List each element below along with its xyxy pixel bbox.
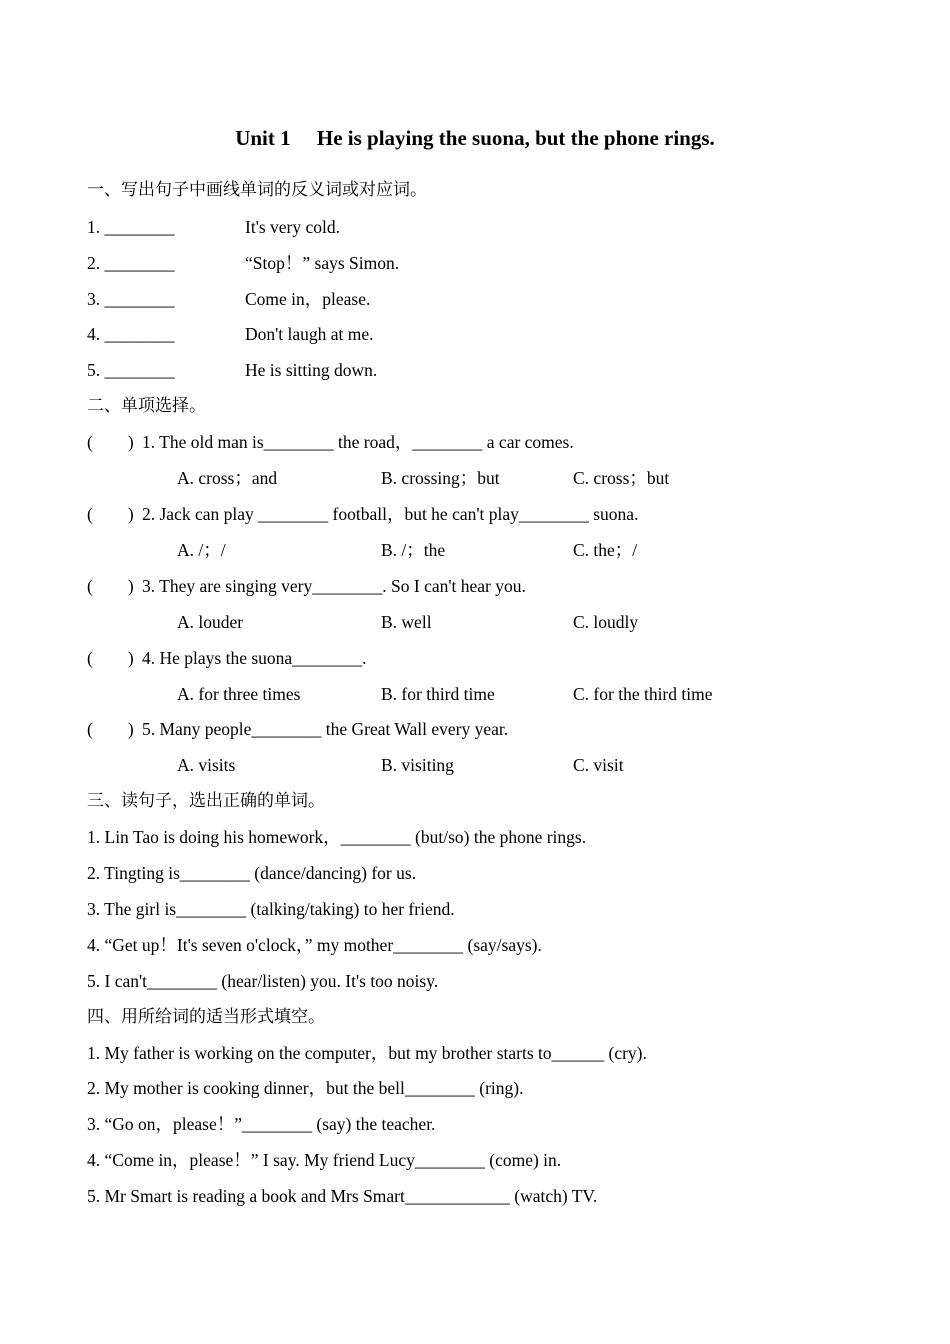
sentence-item: 1. My father is working on the computer，but my brother starts to______ (cry). [87, 1043, 647, 1063]
section1-item [87, 323, 374, 345]
sentence-item: 4. “Get up！It's seven o'clock，” my mother________ (say/says). [87, 935, 542, 955]
option-a: A. cross；and [177, 468, 278, 488]
section-heading-1: 一、写出句子中画线单词的反义词或对应词。 [87, 180, 427, 200]
option-a: A. louder [177, 612, 244, 632]
section-heading-3: 三、读句子，选出正确的单词。 [87, 791, 325, 811]
section-heading-4: 四、用所给词的适当形式填空。 [87, 1007, 325, 1027]
option-b: B. crossing；but [381, 468, 500, 488]
answer-bracket: ( ) [87, 719, 134, 739]
item-number-blank: 4. ________ [87, 324, 175, 344]
option-b: B. /；the [381, 540, 446, 560]
section1-item [87, 216, 340, 238]
option-c: C. visit [573, 755, 624, 775]
item-sentence: Come in，please. [245, 289, 371, 309]
section-heading-2: 二、单项选择。 [87, 396, 206, 416]
option-b: B. for third time [381, 684, 495, 704]
sentence-item: 2. My mother is cooking dinner，but the bell________ (ring). [87, 1078, 524, 1098]
option-a: A. visits [177, 755, 236, 775]
section1-item [87, 288, 370, 310]
sentence-item: 5. I can't________ (hear/listen) you. It's too noisy. [87, 971, 439, 991]
page-title: Unit 1 He is playing the suona, but the phone rings. [235, 126, 715, 150]
item-number-blank: 2. ________ [87, 253, 175, 273]
sentence-item: 3. The girl is________ (talking/taking) to her friend. [87, 899, 455, 919]
section1-item [87, 359, 377, 381]
question [87, 503, 638, 525]
item-sentence: “Stop！” says Simon. [245, 253, 400, 273]
option-c: C. the；/ [573, 540, 638, 560]
option-a: A. for three times [177, 684, 301, 704]
question [87, 647, 367, 669]
answer-bracket: ( ) [87, 576, 134, 596]
answer-bracket: ( ) [87, 432, 134, 452]
option-b: B. visiting [381, 755, 454, 775]
question [87, 575, 526, 597]
option-c: C. cross；but [573, 468, 670, 488]
question-text: 2. Jack can play ________ football，but he can't play________ suona. [142, 504, 639, 524]
section1-item [87, 252, 399, 274]
answer-bracket: ( ) [87, 648, 134, 668]
item-sentence: Don't laugh at me. [245, 324, 374, 344]
question [87, 431, 574, 453]
item-sentence: It's very cold. [245, 217, 341, 237]
answer-bracket: ( ) [87, 504, 134, 524]
item-number-blank: 5. ________ [87, 360, 175, 380]
option-c: C. for the third time [573, 684, 713, 704]
sentence-item: 2. Tingting is________ (dance/dancing) for us. [87, 863, 417, 883]
question-text: 1. The old man is________ the road，________ a car comes. [142, 432, 574, 452]
sentence-item: 4. “Come in，please！” I say. My friend Lucy________ (come) in. [87, 1150, 562, 1170]
item-sentence: He is sitting down. [245, 360, 378, 380]
question [87, 718, 508, 740]
option-a: A. /；/ [177, 540, 226, 560]
question-text: 4. He plays the suona________. [142, 648, 367, 668]
item-number-blank: 1. ________ [87, 217, 175, 237]
sentence-item: 3. “Go on，please！”________ (say) the teacher. [87, 1114, 436, 1134]
item-number-blank: 3. ________ [87, 289, 175, 309]
option-b: B. well [381, 612, 432, 632]
question-text: 3. They are singing very________. So I can't hear you. [142, 576, 526, 596]
question-text: 5. Many people________ the Great Wall every year. [142, 719, 509, 739]
sentence-item: 5. Mr Smart is reading a book and Mrs Smart____________ (watch) TV. [87, 1186, 598, 1206]
option-c: C. loudly [573, 612, 639, 632]
sentence-item: 1. Lin Tao is doing his homework，________ (but/so) the phone rings. [87, 827, 587, 847]
